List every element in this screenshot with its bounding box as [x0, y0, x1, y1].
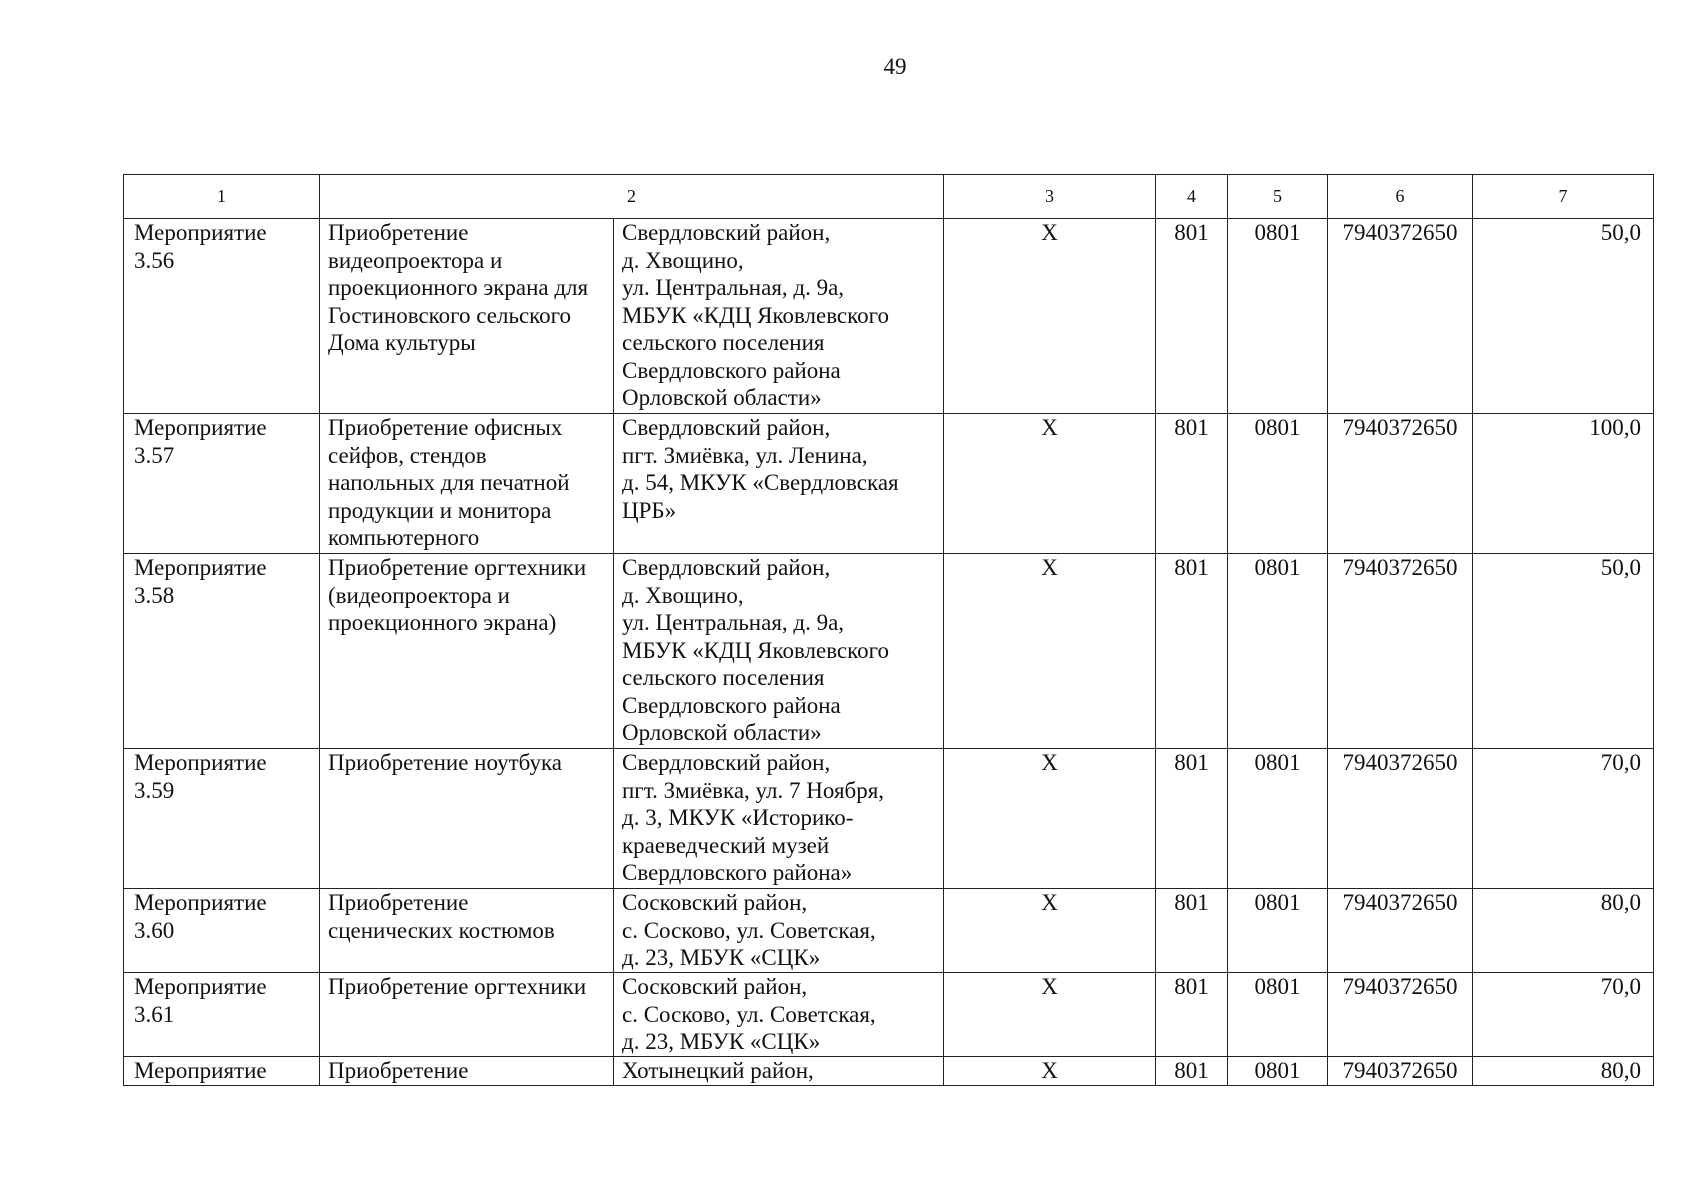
target-code: 7940372650 — [1328, 973, 1473, 1057]
event-location: Свердловский район, пгт. Змиёвка, ул. 7 Ноября, д. 3, МКУК «Историко- краеведческий музей Свердловского района» — [614, 749, 944, 889]
table-row — [124, 554, 1654, 749]
code-0801: 0801 — [1228, 554, 1328, 749]
event-number: Мероприятие 3.59 — [124, 749, 320, 889]
amount: 100,0 — [1473, 414, 1654, 554]
event-location: Сосковский район, с. Сосково, ул. Советская, д. 23, МБУК «СЦК» — [614, 889, 944, 973]
table-row — [124, 414, 1654, 554]
header-col-2: 2 — [320, 175, 944, 219]
amount: 80,0 — [1473, 1057, 1654, 1086]
x-mark: Х — [944, 219, 1156, 414]
amount: 50,0 — [1473, 219, 1654, 414]
event-location: Сосковский район, с. Сосково, ул. Советская, д. 23, МБУК «СЦК» — [614, 973, 944, 1057]
header-row — [124, 175, 1654, 219]
event-number: Мероприятие 3.61 — [124, 973, 320, 1057]
header-col-4: 4 — [1156, 175, 1228, 219]
event-description: Приобретение — [320, 1057, 614, 1086]
x-mark: Х — [944, 889, 1156, 973]
header-col-1: 1 — [124, 175, 320, 219]
event-description: Приобретение оргтехники — [320, 973, 614, 1057]
event-location: Свердловский район, пгт. Змиёвка, ул. Ленина, д. 54, МКУК «Свердловская ЦРБ» — [614, 414, 944, 554]
event-number: Мероприятие — [124, 1057, 320, 1086]
event-description: Приобретение ноутбука — [320, 749, 614, 889]
event-description: Приобретение офисных сейфов, стендов напольных для печатной продукции и монитора компьютерного — [320, 414, 614, 554]
amount: 80,0 — [1473, 889, 1654, 973]
x-mark: Х — [944, 554, 1156, 749]
event-location: Свердловский район, д. Хвощино, ул. Центральная, д. 9а, МБУК «КДЦ Яковлевского сельского поселения Свердловского района Орловской области» — [614, 219, 944, 414]
code-0801: 0801 — [1228, 973, 1328, 1057]
code-801: 801 — [1156, 749, 1228, 889]
x-mark: Х — [944, 414, 1156, 554]
amount: 50,0 — [1473, 554, 1654, 749]
table-row — [124, 1057, 1654, 1086]
table-row — [124, 973, 1654, 1057]
x-mark: Х — [944, 973, 1156, 1057]
x-mark: Х — [944, 749, 1156, 889]
page-number: 49 — [883, 54, 907, 79]
x-mark: Х — [944, 1057, 1156, 1086]
event-location: Хотынецкий район, — [614, 1057, 944, 1086]
header-col-7: 7 — [1473, 175, 1654, 219]
event-number: Мероприятие 3.57 — [124, 414, 320, 554]
amount: 70,0 — [1473, 749, 1654, 889]
table-row — [124, 889, 1654, 973]
event-number: Мероприятие 3.58 — [124, 554, 320, 749]
code-801: 801 — [1156, 219, 1228, 414]
target-code: 7940372650 — [1328, 1057, 1473, 1086]
target-code: 7940372650 — [1328, 414, 1473, 554]
code-0801: 0801 — [1228, 414, 1328, 554]
header-col-5: 5 — [1228, 175, 1328, 219]
event-description: Приобретение сценических костюмов — [320, 889, 614, 973]
table-row — [124, 219, 1654, 414]
header-col-6: 6 — [1328, 175, 1473, 219]
event-number: Мероприятие 3.56 — [124, 219, 320, 414]
amount: 70,0 — [1473, 973, 1654, 1057]
events-table — [123, 174, 1654, 1086]
event-number: Мероприятие 3.60 — [124, 889, 320, 973]
code-0801: 0801 — [1228, 219, 1328, 414]
event-location: Свердловский район, д. Хвощино, ул. Центральная, д. 9а, МБУК «КДЦ Яковлевского сельского поселения Свердловского района Орловской области» — [614, 554, 944, 749]
event-description: Приобретение оргтехники (видеопроектора и проекционного экрана) — [320, 554, 614, 749]
header-col-3: 3 — [944, 175, 1156, 219]
target-code: 7940372650 — [1328, 554, 1473, 749]
code-0801: 0801 — [1228, 889, 1328, 973]
code-801: 801 — [1156, 414, 1228, 554]
table-row — [124, 749, 1654, 889]
code-0801: 0801 — [1228, 749, 1328, 889]
code-801: 801 — [1156, 554, 1228, 749]
code-801: 801 — [1156, 973, 1228, 1057]
event-description: Приобретение видеопроектора и проекционного экрана для Гостиновского сельского Дома культуры — [320, 219, 614, 414]
code-801: 801 — [1156, 1057, 1228, 1086]
target-code: 7940372650 — [1328, 219, 1473, 414]
target-code: 7940372650 — [1328, 749, 1473, 889]
code-0801: 0801 — [1228, 1057, 1328, 1086]
code-801: 801 — [1156, 889, 1228, 973]
target-code: 7940372650 — [1328, 889, 1473, 973]
